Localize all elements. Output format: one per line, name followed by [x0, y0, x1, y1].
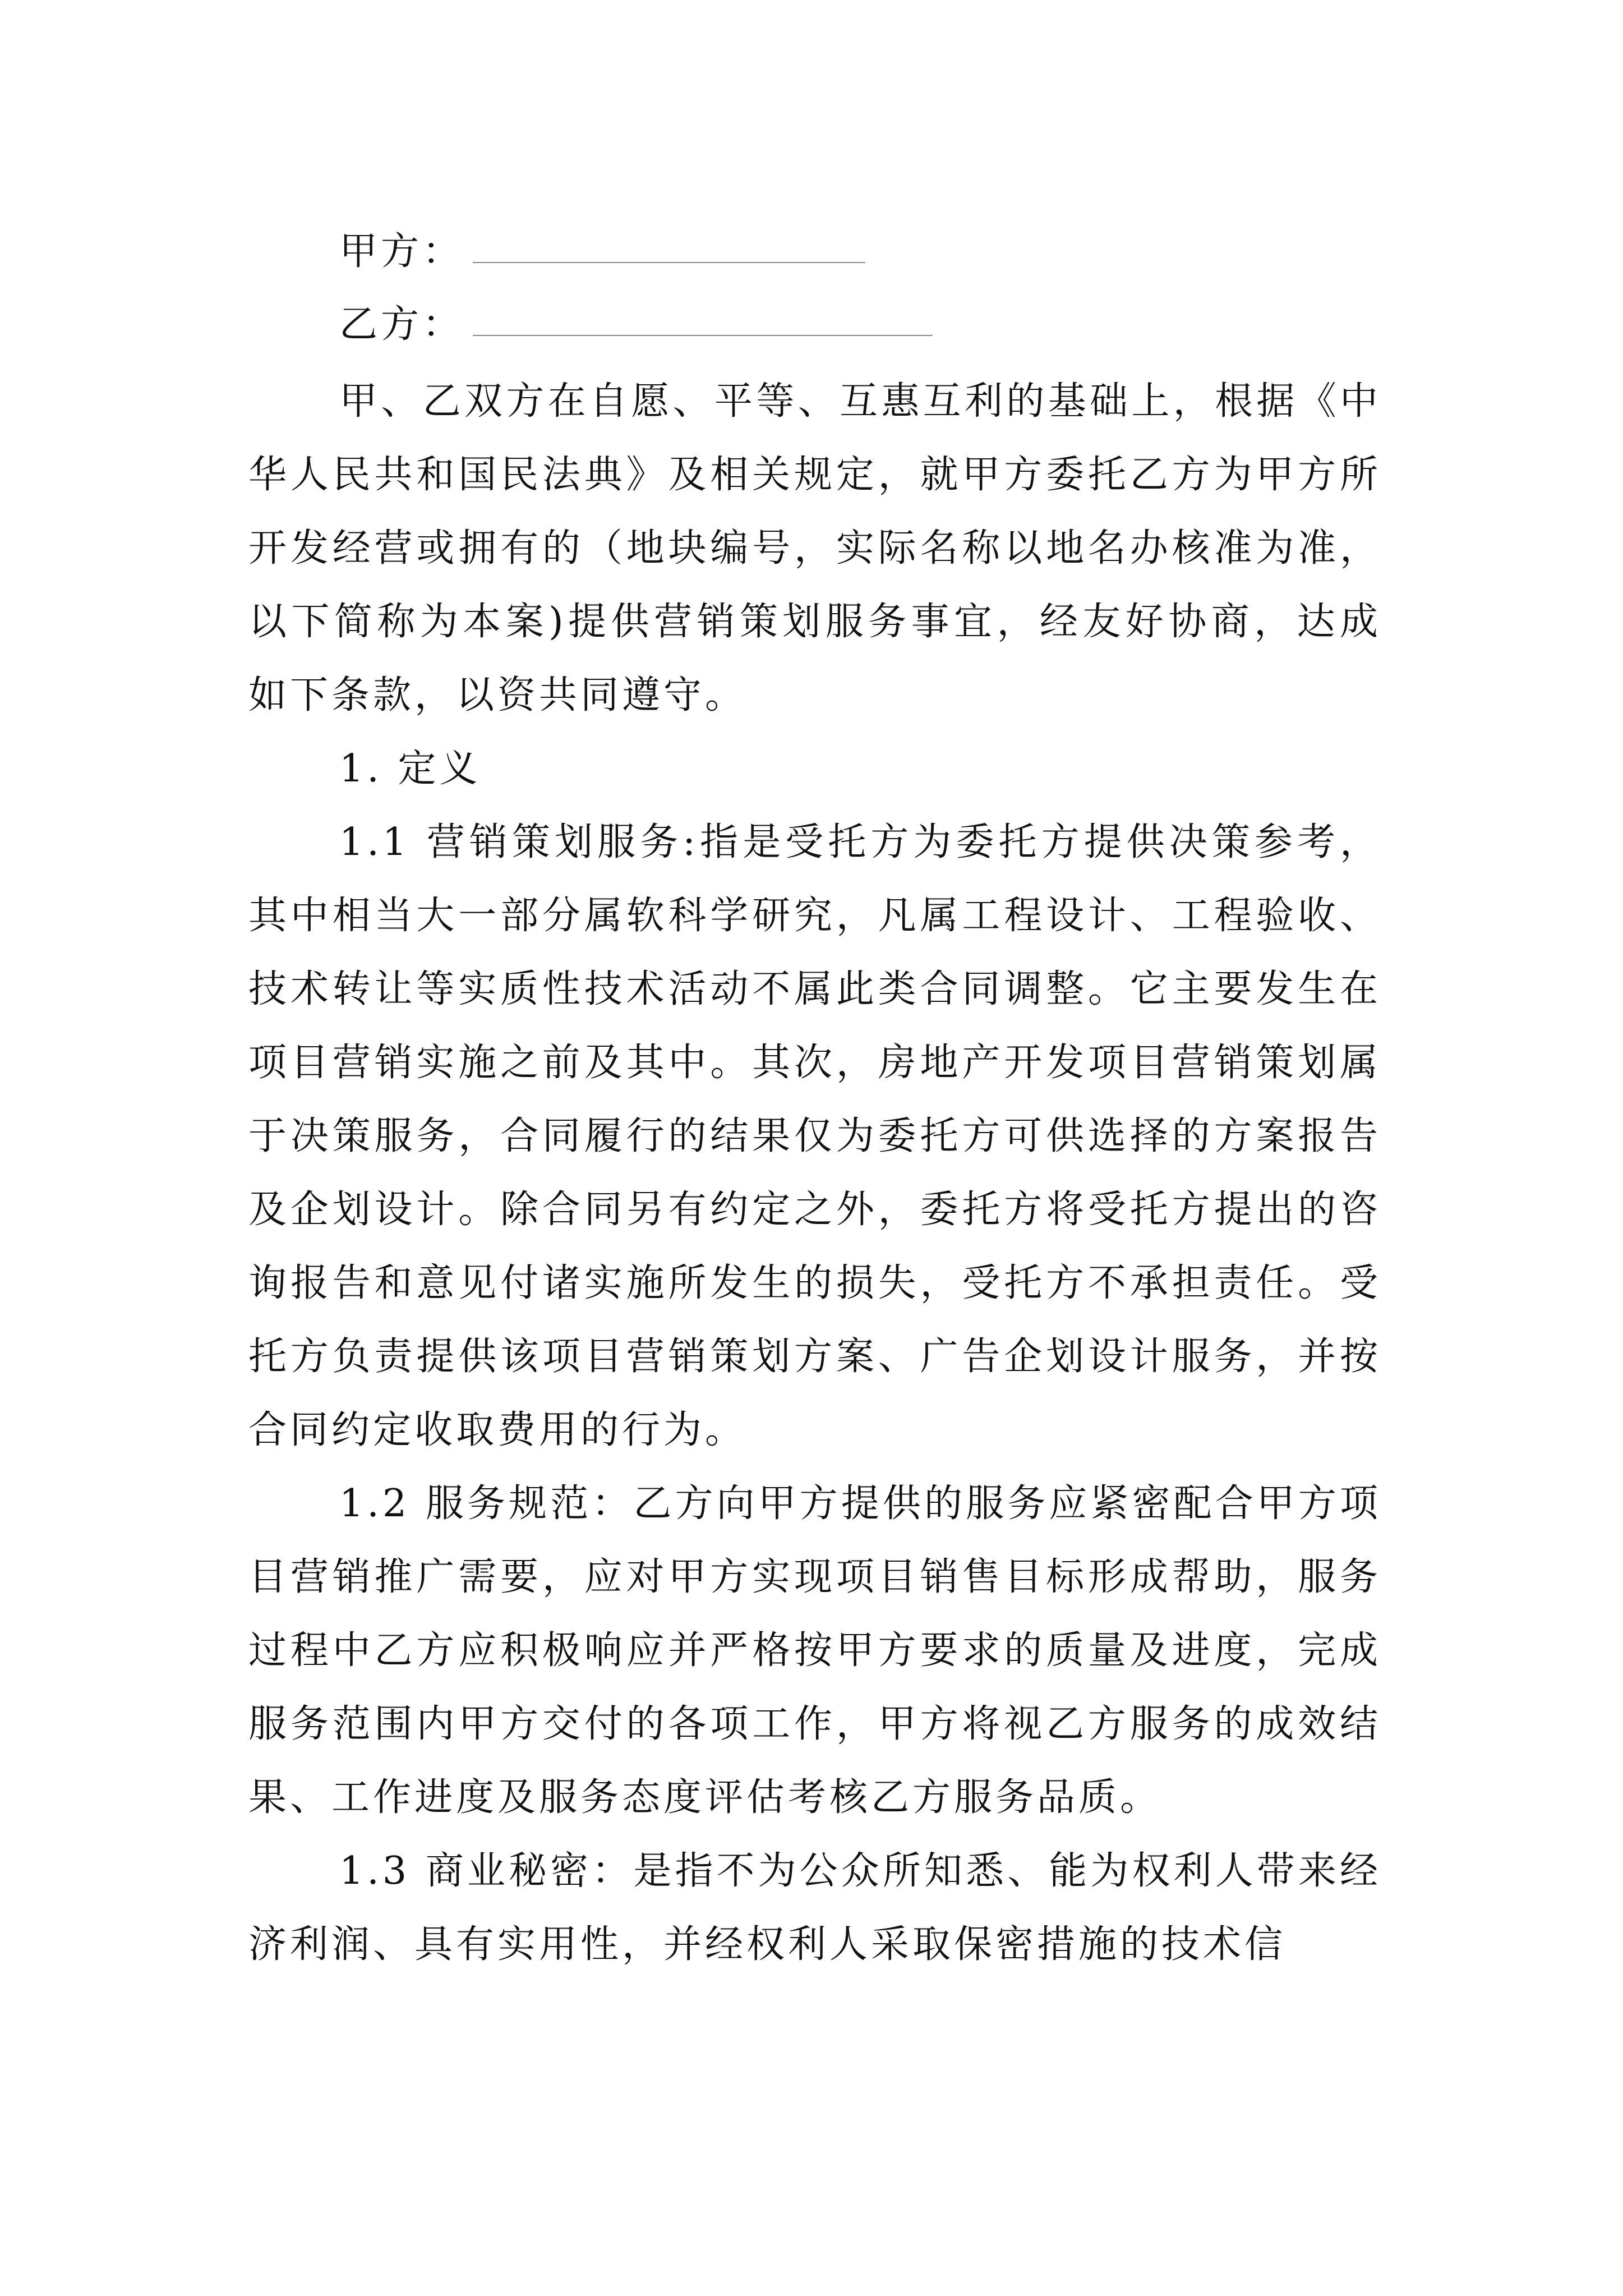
- party-b-line: [339, 287, 933, 355]
- clause-1-1-paragraph: 1.1 营销策划服务:指是受托方为委托方提供决策参考，其中相当大一部分属软科学研究，凡属工程设计、工程验收、技术转让等实质性技术活动不属此类合同调整。它主要发生在项目营销实施之前及其中。其次，房地产开发项目营销策划属于决策服务，合同履行的结果仅为委托方可供选择的方案报告及企划设计。除合同另有约定之外，委托方将受托方提出的咨询报告和意见付诸实施所发生的损失，受托方不承担责任。受托方负责提供该项目营销策划方案、广告企划设计服务，并按合同约定收取费用的行为。: [248, 820, 1381, 1452]
- party-a-label: 甲方：: [339, 229, 464, 274]
- contract-body: [248, 365, 1381, 1981]
- clause-1-2-paragraph: 1.2 服务规范：乙方向甲方提供的服务应紧密配合甲方项目营销推广需要，应对甲方实现项目销售目标形成帮助，服务过程中乙方应积极响应并严格按甲方要求的质量及进度，完成服务范围内甲方交付的各项工作，甲方将视乙方服务的成效结果、工作进度及服务态度评估考核乙方服务品质。: [248, 1481, 1381, 1820]
- party-b-blank-line: [473, 306, 933, 336]
- party-b-label: 乙方：: [339, 302, 464, 347]
- party-a-blank-line: [473, 233, 865, 263]
- preamble-paragraph: 甲、乙双方在自愿、平等、互惠互利的基础上，根据《中华人民共和国民法典》及相关规定，就甲方委托乙方为甲方所开发经营或拥有的（地块编号，实际名称以地名办核准为准，以下简称为本案)提供营销策划服务事宜，经友好协商，达成如下条款，以资共同遵守。: [248, 379, 1381, 717]
- party-a-line: [339, 214, 865, 282]
- clause-1-3-paragraph: 1.3 商业秘密：是指不为公众所知悉、能为权利人带来经济利润、具有实用性，并经权利人采取保密措施的技术信: [248, 1849, 1381, 1967]
- section-heading-definitions: 1. 定义: [339, 747, 481, 791]
